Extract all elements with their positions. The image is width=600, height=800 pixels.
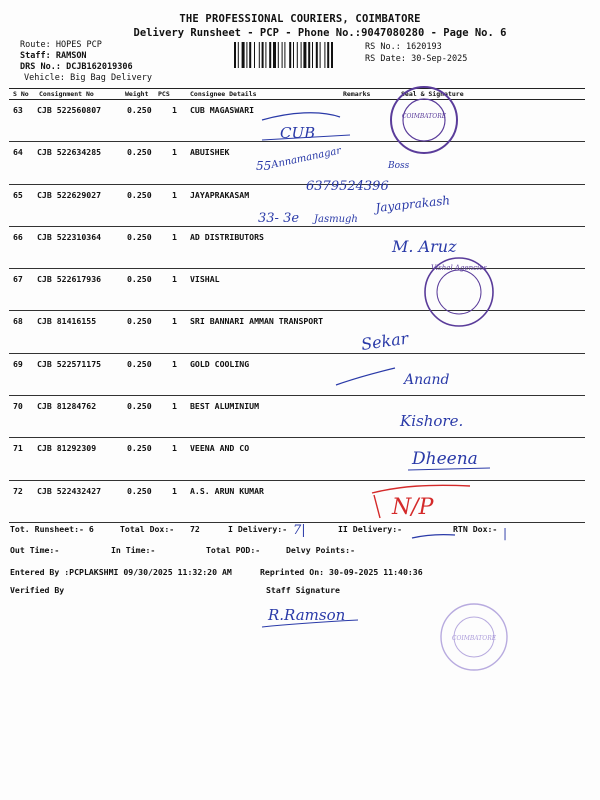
rs-date-line: [365, 54, 467, 64]
consignee-cell: CUB MAGASWARI: [190, 105, 255, 115]
vehicle-label: Vehicle:: [24, 73, 65, 83]
staff-value: RAMSON: [55, 51, 87, 61]
handwriting-row65-number: 33- 3e: [258, 211, 300, 226]
vehicle-value: Big Bag Delivery: [70, 73, 152, 83]
weight-cell: 0.250: [127, 358, 152, 369]
handwriting-row70-sign: Kishore.: [400, 412, 464, 430]
consignee-cell: GOLD COOLING: [190, 358, 250, 369]
sno-cell: 67: [13, 274, 23, 285]
sno-cell: 64: [13, 147, 23, 158]
stamp-text: COIMBATORE: [401, 113, 447, 120]
weight-cell: 0.250: [127, 401, 152, 412]
handwriting-row69-sign: Anand: [404, 372, 450, 388]
pcs-cell: 1: [172, 443, 177, 454]
pcs-cell: 1: [172, 105, 177, 115]
stamp-text: Vishal Agencies: [431, 264, 487, 272]
pcs-cell: 1: [172, 401, 177, 412]
table-row: [9, 311, 585, 353]
pcs-cell: 1: [172, 316, 177, 327]
drs-value: DCJB162019306: [66, 62, 133, 72]
ink-stroke: [262, 620, 358, 627]
rs-no-label: RS No.:: [365, 42, 401, 52]
pcs-cell: 1: [172, 358, 177, 369]
col-weight: Weight: [125, 90, 149, 98]
pcs-cell: 1: [172, 189, 177, 200]
total-runsheet: Tot. Runsheet:- 6: [10, 524, 94, 534]
barcode-bar: [301, 42, 302, 68]
rs-number-line: [365, 42, 442, 52]
handwriting-row71-sign: Dheena: [412, 449, 478, 469]
barcode-bar: [324, 42, 325, 68]
barcode-bar: [265, 42, 266, 68]
barcode-bar: [273, 42, 276, 68]
pcs-cell: 1: [172, 147, 177, 158]
sno-cell: 70: [13, 401, 23, 412]
sno-cell: 69: [13, 358, 23, 369]
out-time-label: Out Time:-: [10, 545, 60, 555]
handwriting-row68-sign: Sekar: [359, 328, 410, 354]
sno-cell: 65: [13, 189, 23, 200]
handwriting-row64-boss: Boss: [388, 161, 410, 171]
delvy-points-label: Delvy Points:-: [286, 545, 356, 555]
col-consignee: Consignee Details: [190, 90, 257, 98]
col-sno: S No: [13, 90, 29, 98]
consignment-cell: CJB 81292309: [37, 443, 97, 454]
verified-by: Verified By: [10, 585, 65, 595]
entered-by: Entered By :PCPLAKSHMI 09/30/2025 11:32:20 AM: [10, 567, 232, 577]
table-row: [9, 227, 585, 269]
seal-stamp: [441, 604, 507, 670]
reprinted-on: Reprinted On: 30-09-2025 11:40:36: [260, 567, 423, 577]
consignee-cell: BEST ALUMINIUM: [190, 401, 260, 412]
sno-cell: 68: [13, 316, 23, 327]
consignee-cell: A.S. ARUN KUMAR: [190, 485, 264, 496]
table-row: [9, 142, 585, 184]
rs-date-label: RS Date:: [365, 54, 406, 64]
col-consignment: Consignment No: [39, 90, 94, 98]
handwriting-row66-sign: M. Aruz: [392, 237, 457, 256]
table-body: [9, 100, 585, 523]
barcode-bar: [303, 42, 306, 68]
consignment-cell: CJB 81284762: [37, 401, 97, 412]
weight-cell: 0.250: [127, 316, 152, 327]
route-label: Route:: [20, 40, 51, 50]
table-row: [9, 481, 585, 523]
barcode-bar: [246, 42, 247, 68]
rs-no-value: 1620193: [405, 42, 442, 52]
drs-line: [20, 62, 133, 72]
barcode-bar: [269, 42, 271, 68]
handwriting-row64-number: 55: [256, 159, 272, 173]
sno-cell: 63: [13, 105, 23, 115]
time-line: [10, 545, 590, 557]
barcode-bar: [312, 42, 313, 68]
table-row: [9, 396, 585, 438]
consignment-cell: CJB 81416155: [37, 316, 97, 327]
barcode-bar: [242, 42, 245, 68]
consignment-cell: CJB 522310364: [37, 231, 102, 242]
sno-cell: 66: [13, 231, 23, 242]
weight-cell: 0.250: [127, 485, 152, 496]
table-row: [9, 269, 585, 311]
weight-cell: 0.250: [127, 274, 152, 285]
ii-delivery-label: II Delivery:-: [338, 524, 403, 534]
col-remarks: Remarks: [343, 90, 371, 98]
route-value: HOPES PCP: [55, 40, 102, 50]
consignment-cell: CJB 522571175: [37, 358, 102, 369]
consignee-cell: JAYAPRAKASAM: [190, 189, 250, 200]
staff-line: [20, 51, 87, 61]
barcode-bar: [289, 42, 291, 68]
vehicle-line: [24, 73, 152, 83]
pcs-cell: 1: [172, 485, 177, 496]
handwriting-row65-sign: Jayaprakash: [374, 193, 451, 215]
table-row: [9, 354, 585, 396]
barcode-bar: [327, 42, 329, 68]
staff-label: Staff:: [20, 51, 51, 61]
consignment-cell: CJB 522560807: [37, 105, 102, 115]
handwriting-row64-phone: 6379524396: [306, 179, 389, 194]
delivery-table: [9, 88, 585, 523]
rs-date-value: 30-Sep-2025: [411, 54, 468, 64]
table-header: [9, 89, 585, 100]
barcode-bar: [320, 42, 321, 68]
handwriting-rtn: |: [503, 526, 508, 540]
barcode-bar: [249, 42, 251, 68]
handwriting-row64-address: Annamanagar: [270, 145, 343, 171]
handwriting-row72-np: N/P: [392, 495, 434, 520]
totals-line: [10, 524, 590, 536]
drs-label: DRS No.:: [20, 62, 61, 72]
runsheet-subtitle: Delivery Runsheet - PCP - Phone No.:9047080280 - Page No. 6: [133, 27, 507, 39]
staff-signature-label: Staff Signature: [266, 585, 340, 595]
barcode: [234, 42, 360, 68]
sno-cell: 72: [13, 485, 23, 496]
total-dox-label: Total Dox:-: [120, 524, 175, 534]
entry-line: [10, 567, 590, 579]
consignee-cell: ABUISHEK: [190, 147, 230, 158]
weight-cell: 0.250: [127, 105, 152, 115]
consignment-cell: CJB 522629027: [37, 189, 102, 200]
handwriting-staff-signature: R.Ramson: [268, 606, 346, 624]
barcode-bar: [293, 42, 294, 68]
barcode-bar: [308, 42, 310, 68]
col-seal: Seal & Signature: [401, 90, 464, 98]
verification-line: [10, 585, 590, 597]
weight-cell: 0.250: [127, 443, 152, 454]
weight-cell: 0.250: [127, 189, 152, 200]
pcs-cell: 1: [172, 231, 177, 242]
total-dox-value: 72: [190, 524, 200, 534]
consignee-cell: SRI BANNARI AMMAN TRANSPORT: [190, 316, 324, 327]
barcode-bar: [234, 42, 236, 68]
consignment-cell: CJB 522432427: [37, 485, 102, 496]
company-title: THE PROFESSIONAL COURIERS, COIMBATORE: [179, 13, 421, 25]
pcs-cell: 1: [172, 274, 177, 285]
barcode-bar: [282, 42, 283, 68]
barcode-bar: [331, 42, 333, 68]
rtn-dox-label: RTN Dox:-: [453, 524, 498, 534]
barcode-bar: [297, 42, 298, 68]
route-line: [20, 40, 102, 50]
consignment-cell: CJB 522634285: [37, 147, 102, 158]
weight-cell: 0.250: [127, 231, 152, 242]
handwriting-i-delivery: 7|: [293, 523, 306, 538]
consignment-cell: CJB 522617936: [37, 274, 102, 285]
barcode-bar: [259, 42, 260, 68]
sno-cell: 71: [13, 443, 23, 454]
consignee-cell: VEENA AND CO: [190, 443, 250, 454]
weight-cell: 0.250: [127, 147, 152, 158]
handwriting-row65-area: Jasmugh: [314, 214, 358, 225]
barcode-bar: [254, 42, 255, 68]
barcode-bar: [316, 42, 318, 68]
consignee-cell: AD DISTRIBUTORS: [190, 231, 264, 242]
table-row: [9, 185, 585, 227]
i-delivery-label: I Delivery:-: [228, 524, 288, 534]
barcode-bar: [284, 42, 285, 68]
consignee-cell: VISHAL: [190, 274, 220, 285]
col-pcs: PCS: [158, 90, 170, 98]
total-pod-label: Total POD:-: [206, 545, 261, 555]
barcode-bar: [278, 42, 279, 68]
table-row: [9, 100, 585, 142]
handwriting-cub: CUB: [280, 124, 316, 142]
barcode-bar: [262, 42, 264, 68]
stamp-text: COIMBATORE: [451, 635, 497, 642]
in-time-label: In Time:-: [111, 545, 156, 555]
barcode-bar: [238, 42, 239, 68]
table-row: [9, 438, 585, 480]
